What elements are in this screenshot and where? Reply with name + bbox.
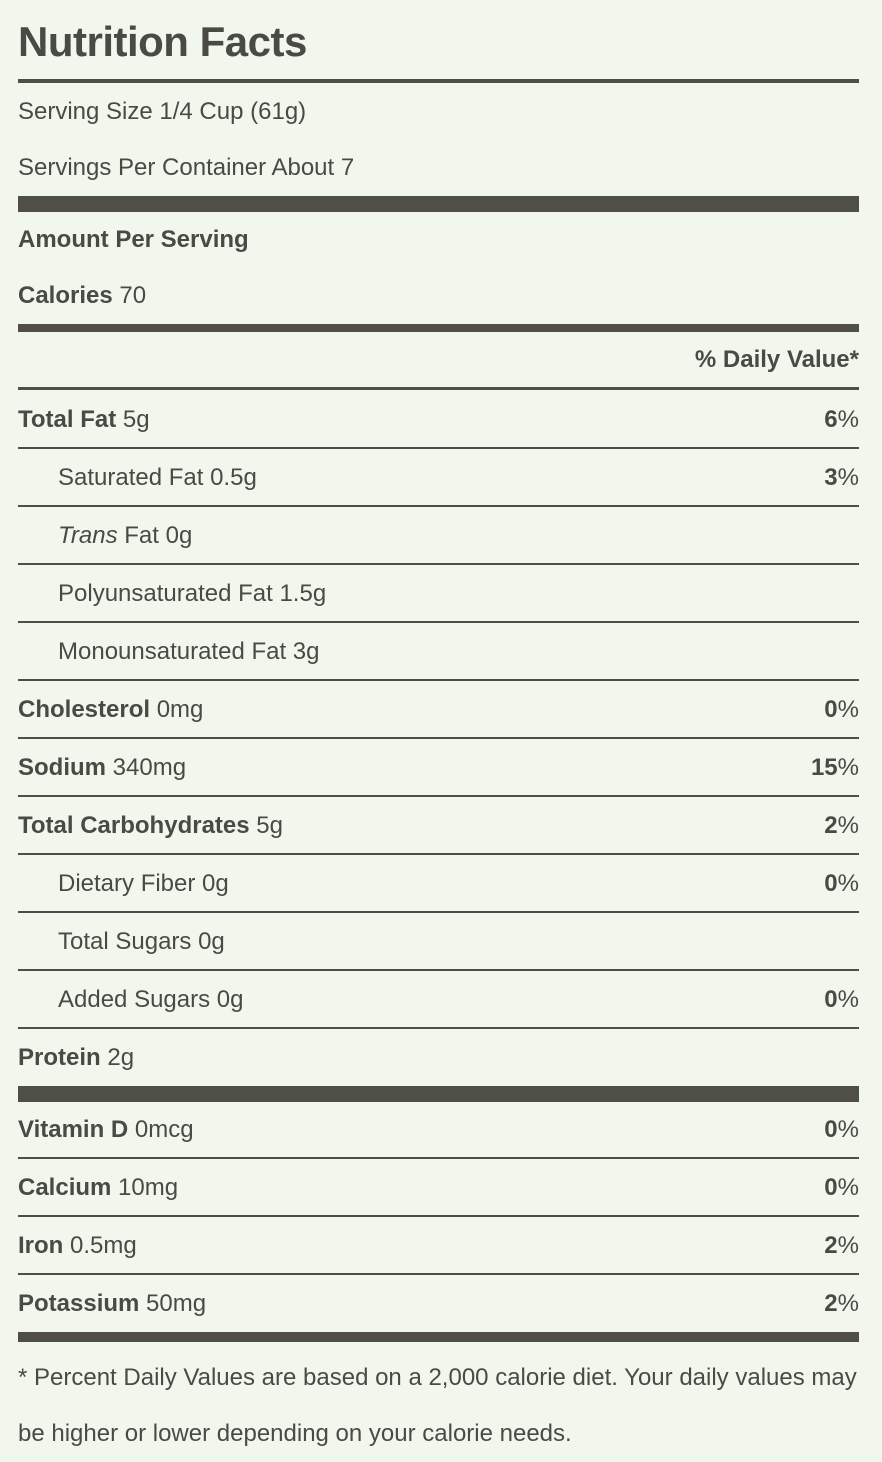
nutrient-divider xyxy=(18,737,859,739)
nutrient-label: Sodium 340mg xyxy=(18,754,187,781)
vitamin-label: Iron 0.5mg xyxy=(18,1232,137,1259)
nutrient-daily-value: 0% xyxy=(824,870,859,897)
servings-per-container: Servings Per Container About 7 xyxy=(18,154,355,181)
nutrient-row xyxy=(18,508,859,565)
nutrient-divider xyxy=(18,911,859,913)
nutrient-row xyxy=(18,566,859,623)
nutrient-row xyxy=(18,914,859,971)
nutrient-divider xyxy=(18,679,859,681)
nutrient-row xyxy=(18,392,859,449)
nutrient-divider xyxy=(18,795,859,797)
nutrient-row xyxy=(18,798,859,855)
calories-label: Calories xyxy=(18,282,113,309)
nutrient-divider xyxy=(18,853,859,855)
nutrient-divider xyxy=(18,505,859,507)
vitamin-daily-value: 0% xyxy=(824,1174,859,1201)
nutrient-divider xyxy=(18,447,859,449)
vitamin-daily-value: 2% xyxy=(824,1232,859,1259)
vitamin-label: Calcium 10mg xyxy=(18,1174,179,1201)
vitamin-daily-value: 2% xyxy=(824,1290,859,1317)
nutrient-divider xyxy=(18,969,859,971)
vitamin-divider xyxy=(18,1157,859,1159)
nutrient-name: Total Fat xyxy=(18,406,117,433)
thick-rule-bottom xyxy=(18,1332,859,1342)
vitamin-row xyxy=(18,1218,859,1275)
nutrient-daily-value: 2% xyxy=(824,812,859,839)
nutrient-name: Sodium xyxy=(18,754,106,781)
nutrient-row xyxy=(18,1030,859,1087)
nutrient-row xyxy=(18,682,859,739)
nutrient-daily-value: 0% xyxy=(824,986,859,1013)
vitamin-divider xyxy=(18,1215,859,1217)
calories-value: 70 xyxy=(119,282,147,309)
nutrient-label: Trans Fat 0g xyxy=(58,522,193,549)
vitamin-name: Iron xyxy=(18,1232,64,1259)
vitamin-row xyxy=(18,1102,859,1159)
nutrient-daily-value: 15% xyxy=(810,754,859,781)
nutrient-name: Total Carbohydrates xyxy=(18,812,250,839)
header-rule xyxy=(18,387,859,390)
nutrient-daily-value: 0% xyxy=(824,696,859,723)
vitamin-divider xyxy=(18,1273,859,1275)
nutrient-label: Cholesterol 0mg xyxy=(18,696,204,723)
vitamin-daily-value: 0% xyxy=(824,1116,859,1143)
amount-per-serving: Amount Per Serving xyxy=(18,226,249,253)
vitamin-label: Potassium 50mg xyxy=(18,1290,207,1317)
nutrient-divider xyxy=(18,563,859,565)
vitamin-name: Calcium xyxy=(18,1174,112,1201)
nutrient-daily-value: 3% xyxy=(824,464,859,491)
calories-row xyxy=(18,282,146,310)
nutrient-name: Cholesterol xyxy=(18,696,151,723)
nutrient-row xyxy=(18,624,859,681)
nutrient-row xyxy=(18,740,859,797)
nutrient-label: Total Sugars 0g xyxy=(58,928,225,955)
nutrient-label: Added Sugars 0g xyxy=(58,986,244,1013)
nutrient-label: Total Fat 5g xyxy=(18,406,150,433)
nutrient-label: Polyunsaturated Fat 1.5g xyxy=(58,580,327,607)
footnote: * Percent Daily Values are based on a 2,000 calorie diet. Your daily values may be higher or lower depending on your calorie needs. xyxy=(18,1364,857,1447)
nutrient-name: Protein xyxy=(18,1044,101,1071)
nutrient-label: Total Carbohydrates 5g xyxy=(18,812,283,839)
nutrient-italic-name: Trans xyxy=(58,522,118,549)
nutrient-daily-value: 6% xyxy=(824,406,859,433)
nutrient-divider xyxy=(18,1027,859,1029)
medium-rule xyxy=(18,324,859,332)
vitamin-name: Potassium xyxy=(18,1290,140,1317)
vitamin-name: Vitamin D xyxy=(18,1116,129,1143)
vitamin-row xyxy=(18,1276,859,1333)
vitamin-label: Vitamin D 0mcg xyxy=(18,1116,194,1143)
nutrient-label: Protein 2g xyxy=(18,1044,135,1071)
vitamin-row xyxy=(18,1160,859,1217)
thick-rule-top xyxy=(18,196,859,212)
label-title: Nutrition Facts xyxy=(18,18,307,65)
nutrient-row xyxy=(18,856,859,913)
nutrient-label: Monounsaturated Fat 3g xyxy=(58,638,320,665)
thick-rule-mid xyxy=(18,1086,859,1102)
serving-size: Serving Size 1/4 Cup (61g) xyxy=(18,98,307,125)
nutrient-row xyxy=(18,972,859,1029)
title-rule xyxy=(18,79,859,83)
nutrient-label: Saturated Fat 0.5g xyxy=(58,464,257,491)
nutrient-row xyxy=(18,450,859,507)
nutrient-label: Dietary Fiber 0g xyxy=(58,870,229,897)
nutrient-divider xyxy=(18,621,859,623)
daily-value-header: % Daily Value* xyxy=(694,346,859,373)
